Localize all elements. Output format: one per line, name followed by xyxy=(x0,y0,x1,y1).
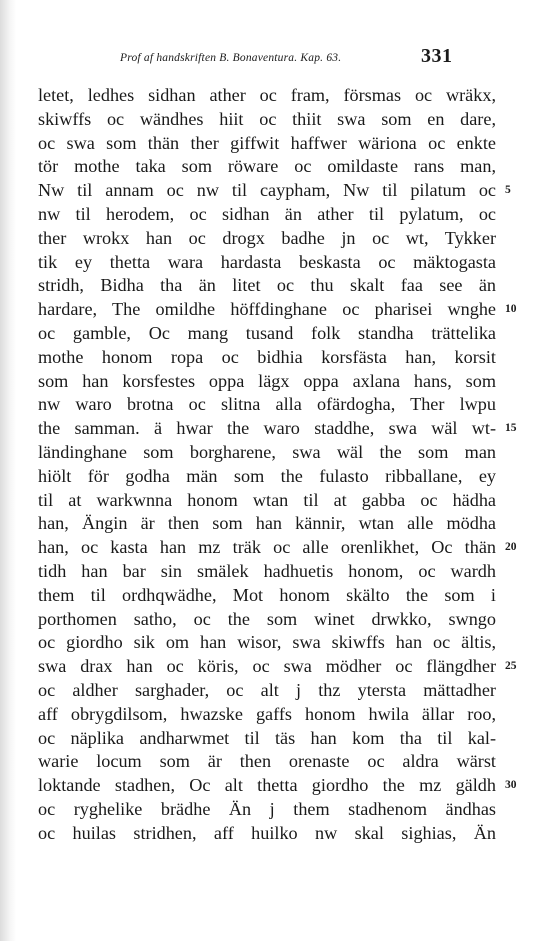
text-line: oc giordho sik om han wisor, swa skiwffs han oc ältis, xyxy=(38,632,496,653)
text-line: aff obrygdilsom, hwazske gaffs honom hwila ällar roo, xyxy=(38,703,496,724)
text-line: oc näplika andharwmet til täs han kom tha til kal- xyxy=(38,727,496,748)
line-number: 20 xyxy=(505,541,517,554)
text-line: them til ordhqwädhe, Mot honom skälto the som i xyxy=(38,584,496,605)
text-line: skiwffs oc wändhes hiit oc thiit swa som en dare, xyxy=(38,108,496,129)
text-line: porthomen satho, oc the som winet drwkko, swngo xyxy=(38,608,496,629)
text-line: Nw til annam oc nw til caypham, Nw til pilatum oc xyxy=(38,180,496,201)
text-line: hardare, The omildhe höffdinghane oc pharisei wnghe xyxy=(38,299,496,320)
text-line: hiölt för godha män som the fulasto ribballane, ey xyxy=(38,465,496,486)
text-line: oc huilas stridhen, aff huilko nw skal sighias, Än xyxy=(38,822,496,843)
text-line: han, Ängin är then som han kännir, wtan alle mödha xyxy=(38,513,496,534)
text-line: loktande stadhen, Oc alt thetta giordho the mz gäldh xyxy=(38,775,496,796)
text-line: letet, ledhes sidhan ather oc fram, försmas oc wräkx, xyxy=(38,85,496,105)
text-line: the samman. ä hwar the waro staddhe, swa wäl wt- xyxy=(38,418,496,439)
text-line: nw waro brotna oc slitna alla ofärdogha, Ther lwpu xyxy=(38,394,496,415)
running-title: Prof af handskriften B. Bonaventura. Kap. 63. xyxy=(120,52,342,64)
text-line: han, oc kasta han mz träk oc alle orenlikhet, Oc thän xyxy=(38,537,496,558)
page-number: 331 xyxy=(421,45,453,67)
line-number: 10 xyxy=(505,303,517,316)
text-line: tör mothe taka som röware oc omildaste rans man, xyxy=(38,156,496,177)
text-line: tik ey thetta wara hardasta beskasta oc mäktogasta xyxy=(38,251,496,272)
text-line: som han korsfestes oppa lägx oppa axlana hans, som xyxy=(38,370,496,391)
text-line: warie locum som är then orenaste oc aldra wärst xyxy=(38,751,496,772)
text-line: oc ryghelike brädhe Än j them stadhenom ändhas xyxy=(38,798,496,819)
body-text xyxy=(38,84,496,846)
text-line: tidh han bar sin smälek hadhuetis honom, oc wardh xyxy=(38,560,496,581)
text-line: swa drax han oc köris, oc swa mödher oc flängdher xyxy=(38,656,496,677)
line-number: 25 xyxy=(505,660,517,673)
page-header xyxy=(0,44,560,72)
line-number: 15 xyxy=(505,422,517,435)
text-line: oc gamble, Oc mang tusand folk standha trättelika xyxy=(38,322,496,343)
text-line: ländinghane som borgharene, swa wäl the som man xyxy=(38,441,496,462)
page-edge-shadow xyxy=(0,0,16,941)
text-line: til at warkwnna honom wtan til at gabba oc hädha xyxy=(38,489,496,510)
text-line: stridh, Bidha tha än litet oc thu skalt faa see än xyxy=(38,275,496,296)
text-line: oc aldher sarghader, oc alt j thz ytersta mättadher xyxy=(38,679,496,700)
text-line: nw til herodem, oc sidhan än ather til pylatum, oc xyxy=(38,203,496,224)
line-number: 5 xyxy=(505,184,511,197)
text-line: mothe honom ropa oc bidhia korsfästa han, korsit xyxy=(38,346,496,367)
text-line: ther wrokx han oc drogx badhe jn oc wt, Tykker xyxy=(38,227,496,248)
line-number: 30 xyxy=(505,779,517,792)
text-line: oc swa som thän ther giffwit haffwer wäriona oc enkte xyxy=(38,132,496,153)
